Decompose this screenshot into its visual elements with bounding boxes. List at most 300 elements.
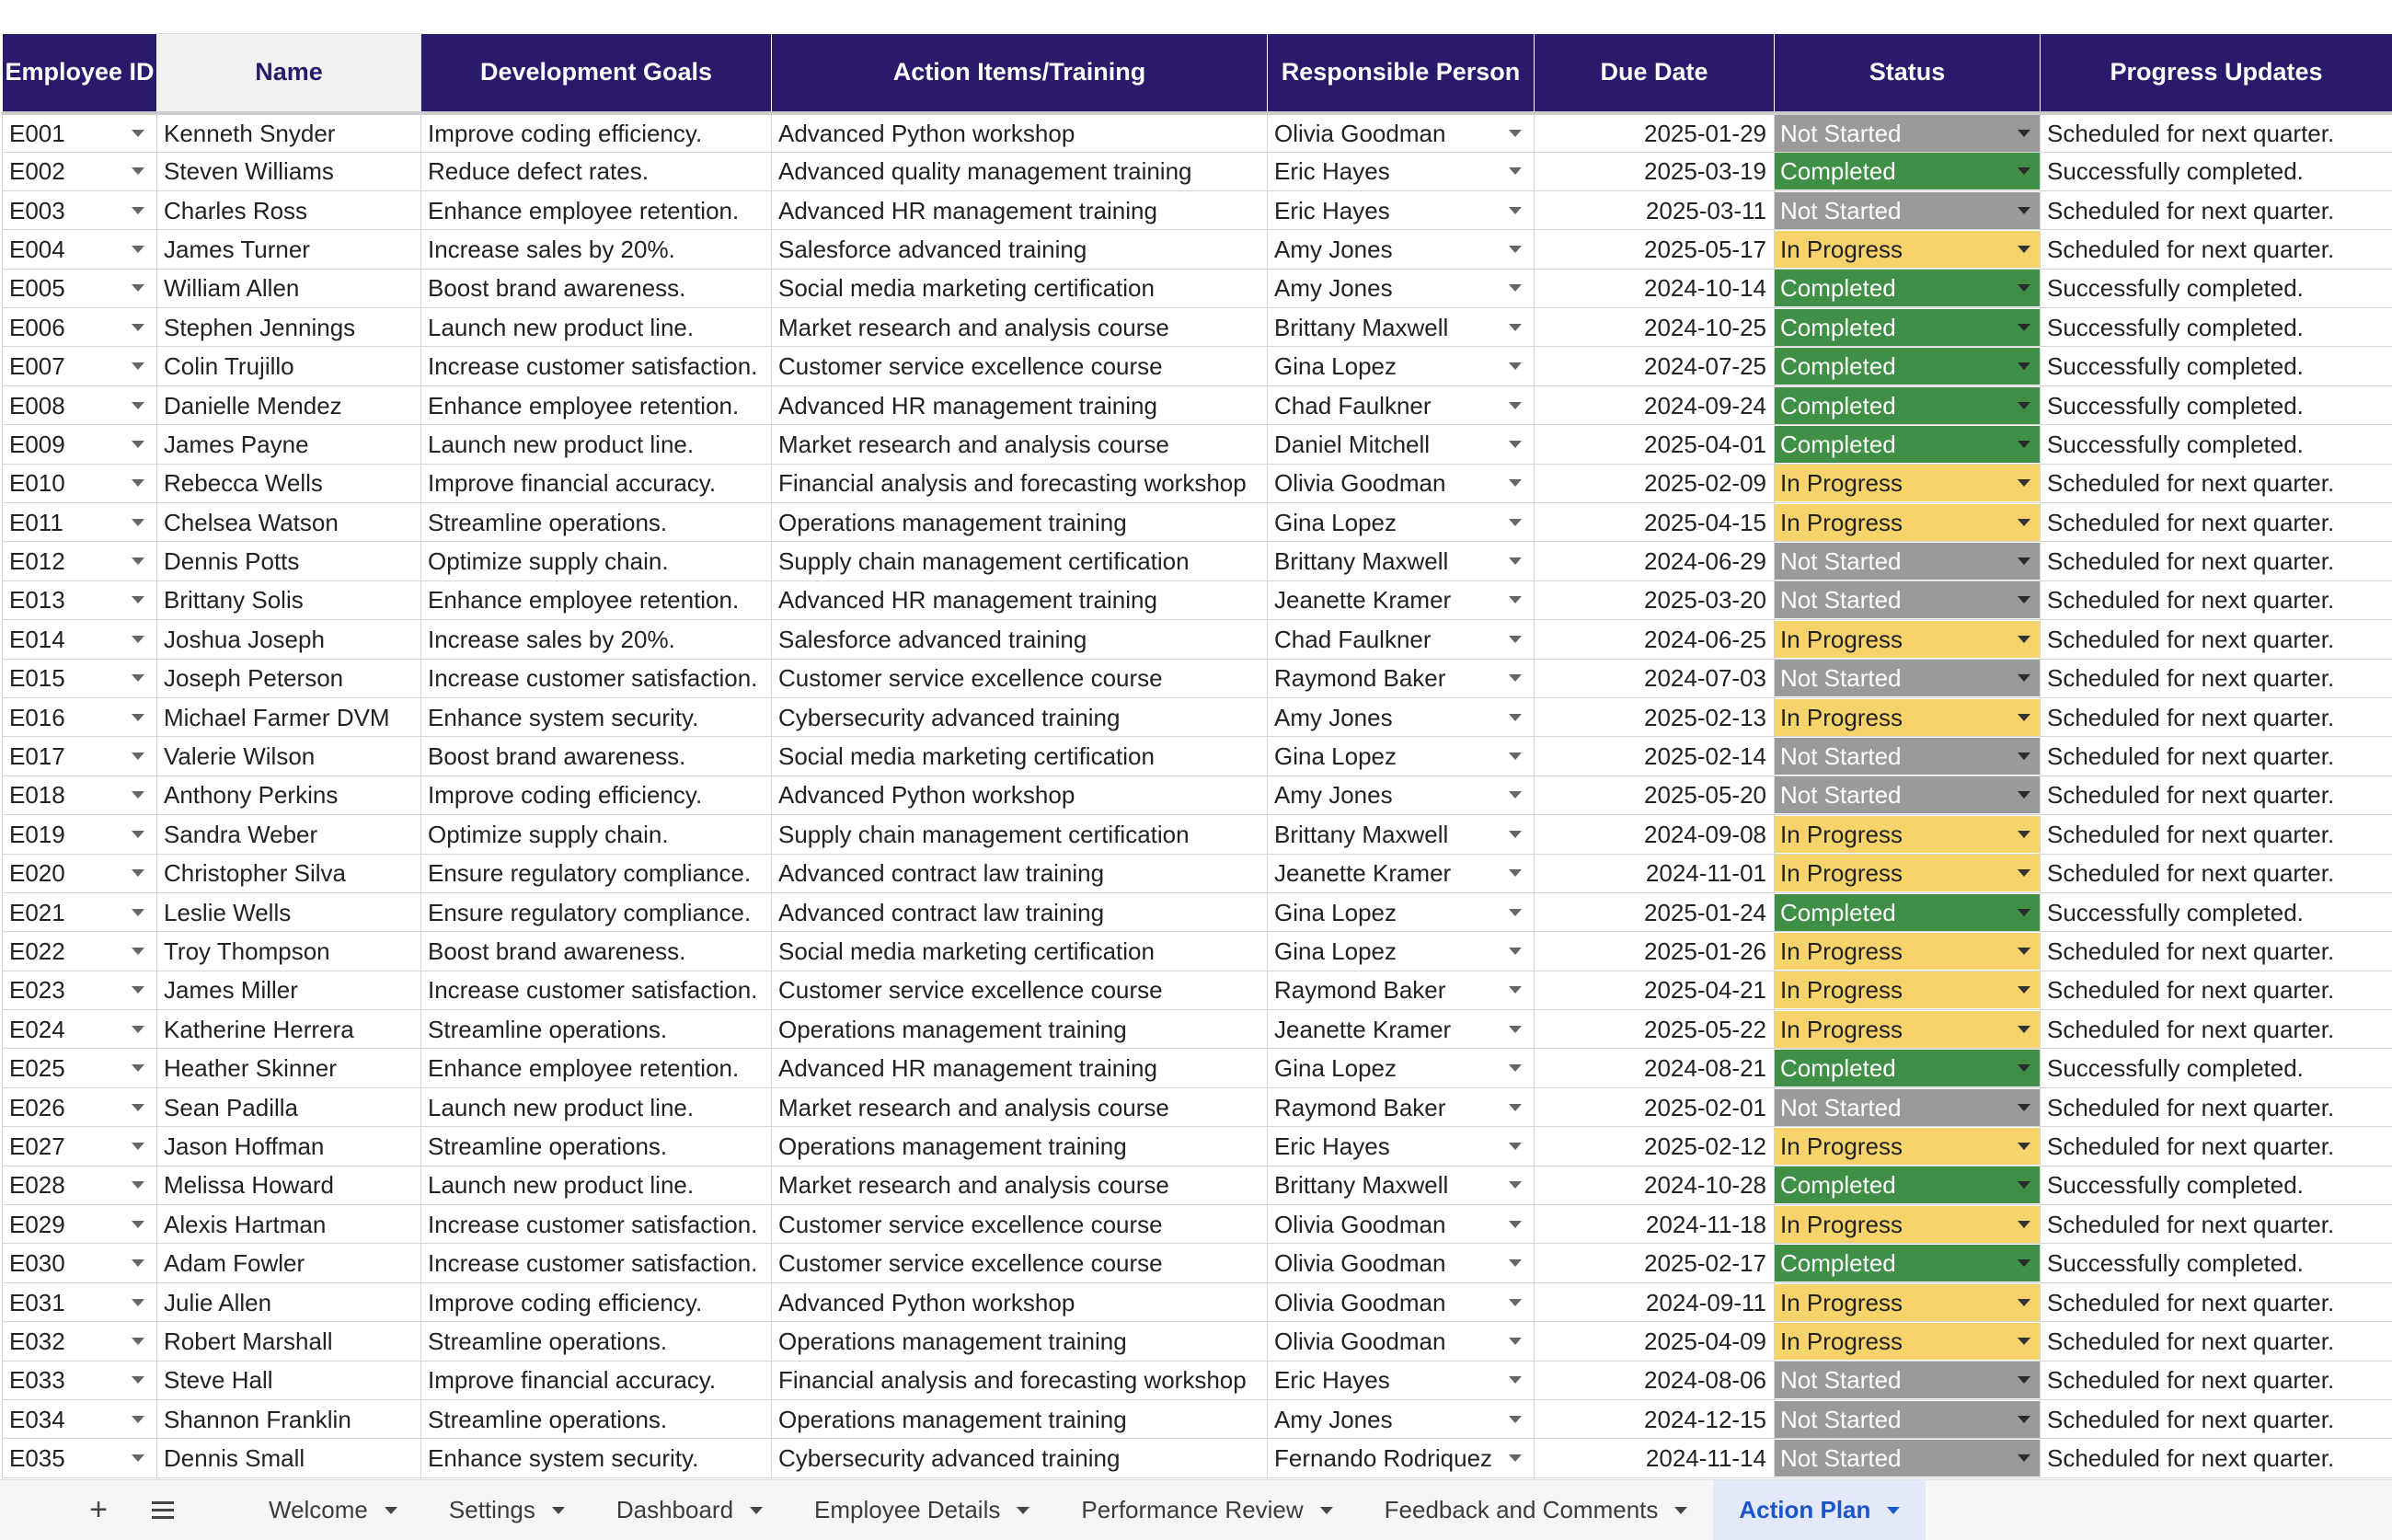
responsible-person-cell[interactable] [1268,659,1535,697]
development-goal-cell[interactable]: Streamline operations. [421,1010,772,1049]
status-cell[interactable] [1775,113,2041,153]
status-cell[interactable] [1775,620,2041,659]
responsible-person-dropdown[interactable] [1274,387,1527,424]
chevron-down-icon[interactable] [750,1507,763,1514]
action-item-cell[interactable]: Advanced Python workshop [772,113,1268,153]
due-date-cell[interactable]: 2025-04-15 [1535,503,1775,542]
responsible-person-cell[interactable] [1268,113,1535,153]
status-cell[interactable] [1775,1282,2041,1321]
name-cell[interactable]: Christopher Silva [157,854,421,892]
due-date-cell[interactable]: 2025-05-17 [1535,230,1775,269]
chevron-down-icon[interactable] [1509,1064,1522,1072]
chevron-down-icon[interactable] [1509,1416,1522,1423]
responsible-person-cell[interactable] [1268,347,1535,385]
chevron-down-icon[interactable] [1509,1104,1522,1111]
chevron-down-icon[interactable] [132,674,144,682]
responsible-person-cell[interactable] [1268,1439,1535,1477]
employee-id-dropdown[interactable] [9,699,150,736]
due-date-cell[interactable]: 2024-06-29 [1535,542,1775,580]
status-cell[interactable] [1775,1010,2041,1049]
progress-update-cell[interactable]: Scheduled for next quarter. [2041,1361,2392,1399]
employee-id-cell[interactable] [3,620,157,659]
employee-id-dropdown[interactable] [9,231,150,268]
action-item-cell[interactable]: Cybersecurity advanced training [772,697,1268,736]
chevron-down-icon[interactable] [1674,1507,1687,1514]
responsible-person-cell[interactable] [1268,1010,1535,1049]
status-dropdown[interactable] [1775,971,2040,1008]
employee-id-cell[interactable] [3,932,157,971]
progress-update-cell[interactable]: Scheduled for next quarter. [2041,464,2392,502]
responsible-person-dropdown[interactable] [1274,933,1527,970]
chevron-down-icon[interactable] [2018,1454,2030,1462]
responsible-person-cell[interactable] [1268,464,1535,502]
name-cell[interactable]: Chelsea Watson [157,503,421,542]
name-cell[interactable]: Stephen Jennings [157,308,421,347]
chevron-down-icon[interactable] [132,948,144,955]
status-cell[interactable] [1775,1244,2041,1282]
employee-id-dropdown[interactable] [9,1128,150,1165]
chevron-down-icon[interactable] [1509,1259,1522,1267]
chevron-down-icon[interactable] [1509,324,1522,331]
development-goal-cell[interactable]: Launch new product line. [421,308,772,347]
action-item-cell[interactable]: Advanced HR management training [772,580,1268,619]
tab-dashboard[interactable] [591,1480,788,1540]
responsible-person-dropdown[interactable] [1274,894,1527,931]
progress-update-cell[interactable]: Successfully completed. [2041,308,2392,347]
employee-id-dropdown[interactable] [9,270,150,306]
employee-id-cell[interactable] [3,815,157,854]
responsible-person-dropdown[interactable] [1274,1089,1527,1126]
responsible-person-cell[interactable] [1268,1322,1535,1361]
chevron-down-icon[interactable] [1509,909,1522,916]
action-item-cell[interactable]: Social media marketing certification [772,737,1268,776]
employee-id-dropdown[interactable] [9,504,150,541]
status-dropdown[interactable] [1775,387,2040,424]
status-cell[interactable] [1775,190,2041,229]
progress-update-cell[interactable]: Successfully completed. [2041,385,2392,424]
development-goal-cell[interactable]: Increase customer satisfaction. [421,347,772,385]
employee-id-dropdown[interactable] [9,153,150,190]
due-date-cell[interactable]: 2024-09-24 [1535,385,1775,424]
responsible-person-dropdown[interactable] [1274,1440,1527,1477]
name-cell[interactable]: Dennis Small [157,1439,421,1477]
chevron-down-icon[interactable] [2018,986,2030,994]
status-dropdown[interactable] [1775,1050,2040,1086]
chevron-down-icon[interactable] [1509,1454,1522,1462]
chevron-down-icon[interactable] [2018,948,2030,955]
status-cell[interactable] [1775,347,2041,385]
chevron-down-icon[interactable] [1509,714,1522,721]
development-goal-cell[interactable]: Increase sales by 20%. [421,230,772,269]
employee-id-dropdown[interactable] [9,1206,150,1243]
action-item-cell[interactable]: Operations management training [772,1400,1268,1439]
action-item-cell[interactable]: Customer service excellence course [772,971,1268,1009]
responsible-person-cell[interactable] [1268,503,1535,542]
employee-id-dropdown[interactable] [9,621,150,658]
chevron-down-icon[interactable] [132,986,144,994]
tab-performance-review[interactable] [1055,1480,1358,1540]
due-date-cell[interactable]: 2024-08-06 [1535,1361,1775,1399]
status-cell[interactable] [1775,1439,2041,1477]
employee-id-cell[interactable] [3,113,157,153]
name-cell[interactable]: James Turner [157,230,421,269]
chevron-down-icon[interactable] [1509,636,1522,643]
action-item-cell[interactable]: Market research and analysis course [772,1166,1268,1204]
development-goal-cell[interactable]: Enhance employee retention. [421,1049,772,1087]
chevron-down-icon[interactable] [132,1376,144,1384]
employee-id-cell[interactable] [3,1400,157,1439]
due-date-cell[interactable]: 2025-02-01 [1535,1087,1775,1126]
chevron-down-icon[interactable] [1017,1507,1029,1514]
name-cell[interactable]: Sandra Weber [157,815,421,854]
employee-id-dropdown[interactable] [9,1401,150,1438]
name-cell[interactable]: Colin Trujillo [157,347,421,385]
responsible-person-cell[interactable] [1268,425,1535,464]
name-cell[interactable]: Joshua Joseph [157,620,421,659]
chevron-down-icon[interactable] [2018,1104,2030,1111]
due-date-cell[interactable]: 2024-11-14 [1535,1439,1775,1477]
progress-update-cell[interactable]: Successfully completed. [2041,892,2392,931]
status-cell[interactable] [1775,542,2041,580]
development-goal-cell[interactable]: Streamline operations. [421,503,772,542]
due-date-cell[interactable]: 2024-08-21 [1535,1049,1775,1087]
due-date-cell[interactable]: 2025-02-13 [1535,697,1775,736]
name-cell[interactable]: Robert Marshall [157,1322,421,1361]
header-progress-updates[interactable]: Progress Updates [2041,34,2392,113]
chevron-down-icon[interactable] [2018,1376,2030,1384]
status-dropdown[interactable] [1775,1284,2040,1321]
chevron-down-icon[interactable] [1509,167,1522,175]
employee-id-dropdown[interactable] [9,387,150,424]
chevron-down-icon[interactable] [132,869,144,877]
status-cell[interactable] [1775,580,2041,619]
name-cell[interactable]: Alexis Hartman [157,1205,421,1244]
progress-update-cell[interactable]: Scheduled for next quarter. [2041,1010,2392,1049]
chevron-down-icon[interactable] [132,596,144,603]
name-cell[interactable]: James Miller [157,971,421,1009]
chevron-down-icon[interactable] [132,284,144,292]
development-goal-cell[interactable]: Enhance employee retention. [421,190,772,229]
action-item-cell[interactable]: Advanced HR management training [772,1049,1268,1087]
status-dropdown[interactable] [1775,894,2040,931]
employee-id-cell[interactable] [3,385,157,424]
chevron-down-icon[interactable] [132,1143,144,1150]
chevron-down-icon[interactable] [2018,324,2030,331]
employee-id-cell[interactable] [3,1439,157,1477]
due-date-cell[interactable]: 2025-02-17 [1535,1244,1775,1282]
employee-id-dropdown[interactable] [9,894,150,931]
employee-id-dropdown[interactable] [9,1323,150,1360]
employee-id-cell[interactable] [3,580,157,619]
development-goal-cell[interactable]: Enhance employee retention. [421,385,772,424]
action-item-cell[interactable]: Customer service excellence course [772,659,1268,697]
employee-id-cell[interactable] [3,464,157,502]
responsible-person-cell[interactable] [1268,152,1535,190]
chevron-down-icon[interactable] [132,1026,144,1033]
due-date-cell[interactable]: 2024-09-11 [1535,1282,1775,1321]
chevron-down-icon[interactable] [132,714,144,721]
due-date-cell[interactable]: 2024-12-15 [1535,1400,1775,1439]
header-status[interactable]: Status [1775,34,2041,113]
due-date-cell[interactable]: 2025-02-12 [1535,1127,1775,1166]
status-dropdown[interactable] [1775,504,2040,541]
action-item-cell[interactable]: Market research and analysis course [772,308,1268,347]
chevron-down-icon[interactable] [2018,1299,2030,1306]
status-cell[interactable] [1775,854,2041,892]
development-goal-cell[interactable]: Increase sales by 20%. [421,620,772,659]
due-date-cell[interactable]: 2024-07-03 [1535,659,1775,697]
chevron-down-icon[interactable] [2018,519,2030,526]
header-due-date[interactable]: Due Date [1535,34,1775,113]
employee-id-dropdown[interactable] [9,1166,150,1203]
responsible-person-cell[interactable] [1268,1400,1535,1439]
development-goal-cell[interactable]: Launch new product line. [421,1087,772,1126]
chevron-down-icon[interactable] [1509,1221,1522,1228]
name-cell[interactable]: Anthony Perkins [157,776,421,814]
status-cell[interactable] [1775,230,2041,269]
action-item-cell[interactable]: Advanced HR management training [772,190,1268,229]
responsible-person-dropdown[interactable] [1274,855,1527,891]
tab-employee-details[interactable] [788,1480,1055,1540]
employee-id-cell[interactable] [3,1166,157,1204]
name-cell[interactable]: Steve Hall [157,1361,421,1399]
status-cell[interactable] [1775,659,2041,697]
header-action-items[interactable]: Action Items/Training [772,34,1268,113]
action-item-cell[interactable]: Financial analysis and forecasting workshop [772,464,1268,502]
chevron-down-icon[interactable] [1509,284,1522,292]
employee-id-dropdown[interactable] [9,1440,150,1477]
status-dropdown[interactable] [1775,1401,2040,1438]
name-cell[interactable]: Rebecca Wells [157,464,421,502]
chevron-down-icon[interactable] [2018,1143,2030,1150]
responsible-person-cell[interactable] [1268,230,1535,269]
responsible-person-cell[interactable] [1268,1049,1535,1087]
status-cell[interactable] [1775,464,2041,502]
status-dropdown[interactable] [1775,855,2040,891]
due-date-cell[interactable]: 2024-10-28 [1535,1166,1775,1204]
progress-update-cell[interactable]: Successfully completed. [2041,269,2392,307]
employee-id-dropdown[interactable] [9,738,150,775]
chevron-down-icon[interactable] [132,1064,144,1072]
employee-id-dropdown[interactable] [9,855,150,891]
responsible-person-dropdown[interactable] [1274,426,1527,463]
chevron-down-icon[interactable] [1509,441,1522,448]
action-item-cell[interactable]: Customer service excellence course [772,347,1268,385]
development-goal-cell[interactable]: Reduce defect rates. [421,152,772,190]
status-dropdown[interactable] [1775,816,2040,853]
action-item-cell[interactable]: Salesforce advanced training [772,620,1268,659]
development-goal-cell[interactable]: Streamline operations. [421,1322,772,1361]
all-sheets-button[interactable] [131,1480,195,1540]
chevron-down-icon[interactable] [2018,402,2030,409]
action-item-cell[interactable]: Cybersecurity advanced training [772,1439,1268,1477]
status-cell[interactable] [1775,1322,2041,1361]
progress-update-cell[interactable]: Scheduled for next quarter. [2041,503,2392,542]
responsible-person-cell[interactable] [1268,269,1535,307]
status-dropdown[interactable] [1775,231,2040,268]
responsible-person-dropdown[interactable] [1274,1166,1527,1203]
name-cell[interactable]: Danielle Mendez [157,385,421,424]
name-cell[interactable]: Valerie Wilson [157,737,421,776]
status-dropdown[interactable] [1775,1440,2040,1477]
chevron-down-icon[interactable] [132,791,144,799]
status-cell[interactable] [1775,697,2041,736]
employee-id-cell[interactable] [3,347,157,385]
development-goal-cell[interactable]: Streamline operations. [421,1400,772,1439]
employee-id-dropdown[interactable] [9,115,150,152]
action-item-cell[interactable]: Social media marketing certification [772,269,1268,307]
chevron-down-icon[interactable] [2018,753,2030,760]
employee-id-cell[interactable] [3,152,157,190]
progress-update-cell[interactable]: Scheduled for next quarter. [2041,542,2392,580]
responsible-person-dropdown[interactable] [1274,465,1527,501]
responsible-person-cell[interactable] [1268,892,1535,931]
status-dropdown[interactable] [1775,621,2040,658]
status-dropdown[interactable] [1775,192,2040,229]
chevron-down-icon[interactable] [2018,441,2030,448]
due-date-cell[interactable]: 2025-05-20 [1535,776,1775,814]
due-date-cell[interactable]: 2024-09-08 [1535,815,1775,854]
header-development-goals[interactable]: Development Goals [421,34,772,113]
due-date-cell[interactable]: 2024-11-18 [1535,1205,1775,1244]
responsible-person-cell[interactable] [1268,971,1535,1009]
chevron-down-icon[interactable] [1509,948,1522,955]
chevron-down-icon[interactable] [132,246,144,253]
responsible-person-cell[interactable] [1268,385,1535,424]
development-goal-cell[interactable]: Ensure regulatory compliance. [421,892,772,931]
development-goal-cell[interactable]: Increase customer satisfaction. [421,971,772,1009]
employee-id-cell[interactable] [3,503,157,542]
development-goal-cell[interactable]: Launch new product line. [421,1166,772,1204]
chevron-down-icon[interactable] [132,1338,144,1345]
chevron-down-icon[interactable] [1509,557,1522,565]
status-dropdown[interactable] [1775,933,2040,970]
employee-id-cell[interactable] [3,1010,157,1049]
due-date-cell[interactable]: 2024-11-01 [1535,854,1775,892]
chevron-down-icon[interactable] [132,167,144,175]
action-item-cell[interactable]: Customer service excellence course [772,1205,1268,1244]
chevron-down-icon[interactable] [1887,1507,1900,1514]
status-dropdown[interactable] [1775,699,2040,736]
name-cell[interactable]: Brittany Solis [157,580,421,619]
chevron-down-icon[interactable] [132,1299,144,1306]
status-dropdown[interactable] [1775,1011,2040,1048]
progress-update-cell[interactable]: Scheduled for next quarter. [2041,1322,2392,1361]
responsible-person-cell[interactable] [1268,854,1535,892]
status-cell[interactable] [1775,1205,2041,1244]
status-dropdown[interactable] [1775,309,2040,346]
chevron-down-icon[interactable] [2018,596,2030,603]
chevron-down-icon[interactable] [132,557,144,565]
progress-update-cell[interactable]: Scheduled for next quarter. [2041,659,2392,697]
chevron-down-icon[interactable] [2018,791,2030,799]
progress-update-cell[interactable]: Scheduled for next quarter. [2041,580,2392,619]
tab-welcome[interactable] [243,1480,423,1540]
employee-id-cell[interactable] [3,425,157,464]
status-cell[interactable] [1775,776,2041,814]
development-goal-cell[interactable]: Optimize supply chain. [421,542,772,580]
status-dropdown[interactable] [1775,1128,2040,1165]
chevron-down-icon[interactable] [132,1454,144,1462]
chevron-down-icon[interactable] [1509,1338,1522,1345]
due-date-cell[interactable]: 2024-10-14 [1535,269,1775,307]
chevron-down-icon[interactable] [132,1259,144,1267]
due-date-cell[interactable]: 2024-06-25 [1535,620,1775,659]
status-dropdown[interactable] [1775,270,2040,306]
due-date-cell[interactable]: 2025-05-22 [1535,1010,1775,1049]
employee-id-dropdown[interactable] [9,543,150,580]
status-dropdown[interactable] [1775,348,2040,385]
employee-id-cell[interactable] [3,1282,157,1321]
action-item-cell[interactable]: Supply chain management certification [772,542,1268,580]
progress-update-cell[interactable]: Successfully completed. [2041,1244,2392,1282]
status-dropdown[interactable] [1775,543,2040,580]
status-cell[interactable] [1775,308,2041,347]
action-item-cell[interactable]: Salesforce advanced training [772,230,1268,269]
chevron-down-icon[interactable] [2018,284,2030,292]
name-cell[interactable]: Steven Williams [157,152,421,190]
responsible-person-cell[interactable] [1268,1282,1535,1321]
chevron-down-icon[interactable] [132,831,144,838]
status-cell[interactable] [1775,1361,2041,1399]
responsible-person-cell[interactable] [1268,1205,1535,1244]
action-item-cell[interactable]: Operations management training [772,1322,1268,1361]
status-cell[interactable] [1775,269,2041,307]
progress-update-cell[interactable]: Scheduled for next quarter. [2041,113,2392,153]
development-goal-cell[interactable]: Increase customer satisfaction. [421,659,772,697]
progress-update-cell[interactable]: Scheduled for next quarter. [2041,1282,2392,1321]
development-goal-cell[interactable]: Boost brand awareness. [421,737,772,776]
name-cell[interactable]: Leslie Wells [157,892,421,931]
chevron-down-icon[interactable] [132,753,144,760]
name-cell[interactable]: Michael Farmer DVM [157,697,421,736]
name-cell[interactable]: Adam Fowler [157,1244,421,1282]
chevron-down-icon[interactable] [2018,246,2030,253]
action-item-cell[interactable]: Advanced HR management training [772,385,1268,424]
name-cell[interactable]: Julie Allen [157,1282,421,1321]
progress-update-cell[interactable]: Scheduled for next quarter. [2041,1087,2392,1126]
development-goal-cell[interactable]: Boost brand awareness. [421,269,772,307]
employee-id-cell[interactable] [3,230,157,269]
responsible-person-cell[interactable] [1268,1361,1535,1399]
employee-id-cell[interactable] [3,1049,157,1087]
employee-id-cell[interactable] [3,854,157,892]
employee-id-dropdown[interactable] [9,348,150,385]
status-cell[interactable] [1775,1127,2041,1166]
chevron-down-icon[interactable] [2018,557,2030,565]
name-cell[interactable]: Troy Thompson [157,932,421,971]
responsible-person-cell[interactable] [1268,1244,1535,1282]
progress-update-cell[interactable]: Scheduled for next quarter. [2041,854,2392,892]
chevron-down-icon[interactable] [132,130,144,137]
action-item-cell[interactable]: Market research and analysis course [772,425,1268,464]
action-item-cell[interactable]: Market research and analysis course [772,1087,1268,1126]
due-date-cell[interactable]: 2025-03-11 [1535,190,1775,229]
status-dropdown[interactable] [1775,738,2040,775]
employee-id-dropdown[interactable] [9,309,150,346]
status-cell[interactable] [1775,385,2041,424]
chevron-down-icon[interactable] [1509,1026,1522,1033]
action-item-cell[interactable]: Advanced contract law training [772,892,1268,931]
employee-id-dropdown[interactable] [9,971,150,1008]
employee-id-cell[interactable] [3,776,157,814]
name-cell[interactable]: Joseph Peterson [157,659,421,697]
chevron-down-icon[interactable] [1509,130,1522,137]
development-goal-cell[interactable]: Launch new product line. [421,425,772,464]
employee-id-dropdown[interactable] [9,465,150,501]
progress-update-cell[interactable]: Successfully completed. [2041,1166,2392,1204]
due-date-cell[interactable]: 2025-02-09 [1535,464,1775,502]
